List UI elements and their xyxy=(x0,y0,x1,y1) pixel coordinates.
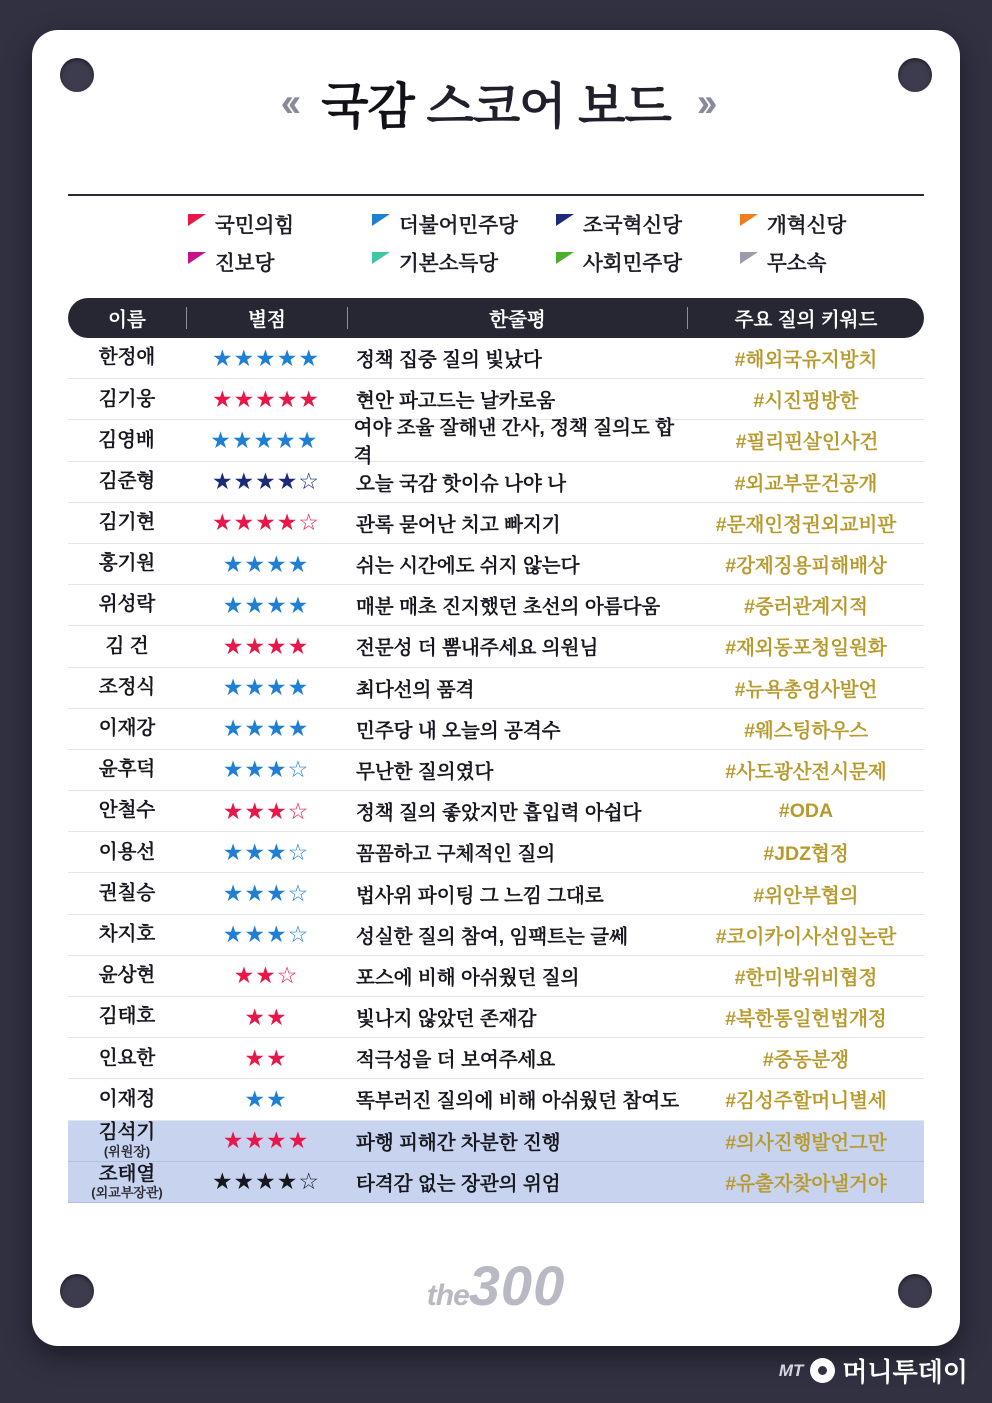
star-rating: ★★★★★ xyxy=(210,426,319,453)
table-row xyxy=(68,997,924,1038)
star-rating: ★★★☆ xyxy=(222,880,310,907)
legend-item xyxy=(556,208,740,238)
member-name: 안철수 xyxy=(98,799,156,822)
table-row xyxy=(68,709,924,750)
keyword-tag: #중러관계지적 xyxy=(744,596,868,619)
member-name: 김영배 xyxy=(98,428,155,451)
one-line-review: 성실한 질의 참여, 임팩트는 글쎄 xyxy=(356,925,628,948)
one-line-review: 매분 매초 진지했던 초선의 아름다움 xyxy=(356,596,661,619)
member-name: 인요한 xyxy=(98,1046,156,1069)
member-name: 김석기 (위원장) xyxy=(68,1123,186,1158)
legend-label: 조국혁신당 xyxy=(583,214,683,237)
one-line-review: 민주당 내 오늘의 공격수 xyxy=(356,719,561,742)
star-rating: ★★★☆ xyxy=(222,921,310,948)
keyword-tag: #외교부문건공개 xyxy=(734,472,878,495)
party-flag-icon xyxy=(372,252,390,264)
legend-label: 기본소득당 xyxy=(399,252,499,275)
legend-item xyxy=(372,208,556,238)
column-header-keyword: 주요 질의 키워드 xyxy=(734,309,878,331)
keyword-tag: #재외동포청일원화 xyxy=(725,637,887,660)
chevron-left-icon[interactable]: ‹‹ xyxy=(280,81,296,125)
one-line-review: 정책 질의 좋았지만 흡입력 아쉽다 xyxy=(356,802,642,825)
one-line-review: 파행 피해간 차분한 진행 xyxy=(356,1131,561,1154)
brand-name: 머니투데이 xyxy=(842,1357,968,1387)
brand-mt-mark: MT xyxy=(778,1360,804,1380)
member-name: 이재강 xyxy=(98,717,156,740)
logo-the: the xyxy=(426,1279,469,1312)
star-rating: ★★★☆ xyxy=(222,756,310,783)
one-line-review: 정책 집중 질의 빛났다 xyxy=(356,349,542,372)
star-rating: ★★ xyxy=(244,1085,288,1112)
keyword-tag: #의사진행발언그만 xyxy=(725,1131,887,1154)
star-rating: ★★ xyxy=(244,1003,288,1030)
member-name: 차지호 xyxy=(98,922,156,945)
moneytoday-brand xyxy=(779,1352,968,1389)
one-line-review: 꼼꼼하고 구체적인 질의 xyxy=(356,843,556,866)
table-row xyxy=(68,1079,924,1120)
legend-item xyxy=(740,208,924,238)
table-row xyxy=(68,832,924,873)
one-line-review: 최다선의 품격 xyxy=(356,678,475,701)
member-name: 한정애 xyxy=(98,346,156,369)
keyword-tag: #위안부협의 xyxy=(753,884,859,907)
party-flag-icon xyxy=(740,214,758,226)
party-flag-icon xyxy=(372,214,390,226)
keyword-tag: #북한통일헌법개정 xyxy=(725,1008,887,1031)
page-title-rest: 스코어 보드 xyxy=(413,80,671,134)
star-rating: ★★★☆ xyxy=(222,797,310,824)
keyword-tag: #웨스팅하우스 xyxy=(744,719,868,742)
legend-item xyxy=(556,246,740,276)
member-name: 홍기원 xyxy=(98,552,156,575)
table-row xyxy=(68,626,924,667)
keyword-tag: #유출자찾아낼거야 xyxy=(725,1172,887,1195)
column-header-comment: 한줄평 xyxy=(489,309,546,331)
table-row xyxy=(68,503,924,544)
member-name: 조정식 xyxy=(98,675,156,698)
column-header-stars: 별점 xyxy=(248,309,286,331)
one-line-review: 오늘 국감 핫이슈 나야 나 xyxy=(356,472,567,495)
table-row xyxy=(68,1121,924,1162)
star-rating: ★★★☆ xyxy=(222,838,310,865)
party-flag-icon xyxy=(556,214,574,226)
chevron-right-icon[interactable]: ›› xyxy=(696,81,712,125)
member-name: 김기현 xyxy=(98,511,156,534)
member-role: (위원장) xyxy=(103,1143,151,1159)
keyword-tag: #김성주할머니별세 xyxy=(725,1090,887,1113)
legend-label: 무소속 xyxy=(767,252,827,275)
star-rating: ★★★★ xyxy=(222,715,310,742)
member-name: 김 건 xyxy=(105,634,149,657)
member-name: 윤후덕 xyxy=(98,758,156,781)
table-header-row xyxy=(68,298,924,338)
star-rating: ★★★★☆ xyxy=(211,468,321,495)
one-line-review: 포스에 비해 아쉬웠던 질의 xyxy=(356,966,580,989)
table-row xyxy=(68,338,924,379)
legend-item xyxy=(188,208,372,238)
star-rating: ★★★★ xyxy=(222,674,310,701)
member-name: 이재정 xyxy=(98,1087,156,1110)
star-rating: ★★★★ xyxy=(222,632,310,659)
table-row xyxy=(68,750,924,791)
keyword-tag: #JDZ협정 xyxy=(763,843,849,866)
brand-circle-icon xyxy=(810,1358,835,1383)
keyword-tag: #문재인정권외교비판 xyxy=(715,513,897,536)
keyword-tag: #ODA xyxy=(778,799,834,822)
table-row xyxy=(68,791,924,832)
legend-label: 개혁신당 xyxy=(767,214,847,237)
score-table xyxy=(68,298,924,1203)
page-title xyxy=(321,68,671,138)
party-flag-icon xyxy=(740,252,758,264)
one-line-review: 관록 묻어난 치고 빠지기 xyxy=(356,513,561,536)
member-name: 김준형 xyxy=(98,469,156,492)
star-rating: ★★☆ xyxy=(233,962,299,989)
page-title-accent: 국감 xyxy=(321,80,414,134)
keyword-tag: #사도광산전시문제 xyxy=(725,760,887,783)
star-rating: ★★★★★ xyxy=(211,385,321,412)
keyword-tag: #한미방위비협정 xyxy=(734,966,878,989)
table-row xyxy=(68,585,924,626)
legend-label: 사회민주당 xyxy=(583,252,683,275)
keyword-tag: #중동분쟁 xyxy=(762,1049,850,1072)
one-line-review: 여야 조율 잘해낸 간사, 정책 질의도 합격 xyxy=(353,417,675,468)
member-name: 윤상현 xyxy=(98,964,156,987)
one-line-review: 무난한 질의였다 xyxy=(356,760,494,783)
keyword-tag: #뉴욕총영사발언 xyxy=(734,678,878,701)
one-line-review: 빛나지 않았던 존재감 xyxy=(356,1008,537,1031)
table-row xyxy=(68,915,924,956)
table-row xyxy=(68,1038,924,1079)
header-divider xyxy=(68,194,924,196)
member-name: 김태호 xyxy=(98,1005,156,1028)
member-name: 이용선 xyxy=(98,840,156,863)
legend-label: 진보당 xyxy=(215,252,275,275)
member-name: 위성락 xyxy=(98,593,156,616)
keyword-tag: #코이카이사선임논란 xyxy=(715,925,897,948)
legend-label: 더불어민주당 xyxy=(399,214,518,237)
keyword-tag: #시진핑방한 xyxy=(753,390,859,413)
one-line-review: 전문성 더 뽐내주세요 의원님 xyxy=(356,637,599,660)
table-row xyxy=(68,544,924,585)
member-role: (외교부장관) xyxy=(91,1185,163,1201)
star-rating: ★★ xyxy=(244,1044,288,1071)
member-name: 조태열 (외교부장관) xyxy=(68,1165,186,1200)
keyword-tag: #해외국유지방치 xyxy=(734,349,878,372)
legend-item xyxy=(188,246,372,276)
table-row xyxy=(68,417,924,468)
member-name: 권칠승 xyxy=(98,881,156,904)
party-flag-icon xyxy=(188,214,206,226)
keyword-tag: #강제징용피해배상 xyxy=(725,555,887,578)
scoreboard-card xyxy=(32,30,960,1346)
one-line-review: 적극성을 더 보여주세요 xyxy=(356,1049,556,1072)
table-body xyxy=(68,338,924,1203)
party-legend xyxy=(68,208,924,276)
legend-item xyxy=(740,246,924,276)
table-row xyxy=(68,462,924,503)
table-row xyxy=(68,668,924,709)
legend-item xyxy=(372,246,556,276)
one-line-review: 법사위 파이팅 그 느낌 그대로 xyxy=(356,884,604,907)
one-line-review: 현안 파고드는 날카로움 xyxy=(356,390,556,413)
star-rating: ★★★★ xyxy=(222,550,310,577)
one-line-review: 똑부러진 질의에 비해 아쉬웠던 참여도 xyxy=(356,1090,680,1113)
star-rating: ★★★★ xyxy=(222,1127,310,1154)
member-name: 김기웅 xyxy=(98,387,156,410)
party-flag-icon xyxy=(188,252,206,264)
the300-logo xyxy=(32,1253,960,1318)
one-line-review: 타격감 없는 장관의 위엄 xyxy=(356,1172,561,1195)
legend-label: 국민의힘 xyxy=(215,214,295,237)
title-row xyxy=(32,68,960,138)
table-row xyxy=(68,956,924,997)
logo-300: 300 xyxy=(468,1254,566,1317)
star-rating: ★★★★★ xyxy=(211,344,321,371)
column-header-name: 이름 xyxy=(108,309,146,331)
one-line-review: 쉬는 시간에도 쉬지 않는다 xyxy=(356,555,580,578)
table-row xyxy=(68,1162,924,1203)
keyword-tag: #필리핀살인사건 xyxy=(735,431,879,454)
star-rating: ★★★★☆ xyxy=(211,1168,321,1195)
table-row xyxy=(68,873,924,914)
star-rating: ★★★★☆ xyxy=(211,509,321,536)
party-flag-icon xyxy=(556,252,574,264)
star-rating: ★★★★ xyxy=(222,591,310,618)
